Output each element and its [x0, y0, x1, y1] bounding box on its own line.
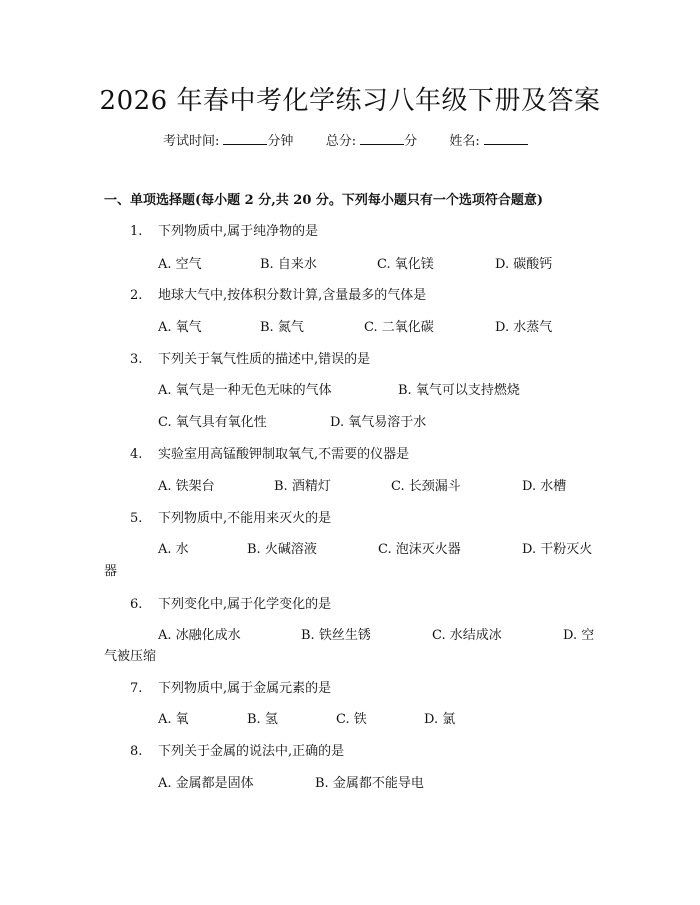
question-number: 4. — [130, 447, 143, 462]
time-blank[interactable] — [223, 131, 267, 145]
score-unit: 分 — [404, 134, 418, 149]
section-heading: 一、单项选择题(每小题 2 分,共 20 分。下列每小题只有一个选项符合题意) — [104, 193, 544, 208]
question-3 — [130, 351, 370, 369]
option-b: B. 氮气 — [260, 320, 304, 335]
option-b: B. 自来水 — [260, 257, 317, 272]
option-a: A. 氧气是一种无色无味的气体 — [158, 383, 332, 398]
question-number: 1. — [130, 224, 143, 239]
option-c: C. 泡沫灭火器 — [378, 542, 461, 557]
option-d: D. 水槽 — [522, 479, 567, 494]
score-blank[interactable] — [360, 131, 404, 145]
option-a: A. 冰融化成水 — [158, 628, 241, 643]
question-8 — [130, 743, 344, 761]
option-d: D. 氯 — [424, 712, 456, 727]
time-unit: 分钟 — [267, 134, 294, 149]
question-number: 3. — [130, 352, 143, 367]
question-5 — [130, 510, 331, 528]
question-number: 7. — [130, 681, 143, 696]
question-7 — [130, 680, 331, 698]
question-number: 2. — [130, 288, 143, 303]
option-a: A. 金属都是固体 — [158, 776, 254, 791]
question-text: 下列关于氧气性质的描述中,错误的是 — [158, 352, 371, 367]
option-b: B. 氧气可以支持燃烧 — [398, 383, 520, 398]
name-blank[interactable] — [484, 131, 528, 145]
option-b: B. 氢 — [247, 712, 278, 727]
question-number: 6. — [130, 597, 143, 612]
option-b: B. 铁丝生锈 — [301, 628, 371, 643]
option-d: D. 碳酸钙 — [495, 257, 553, 272]
option-d: D. 氧气易溶于水 — [330, 415, 427, 430]
name-label: 姓名: — [449, 134, 480, 149]
option-c: C. 二氧化碳 — [364, 320, 434, 335]
option-b: B. 火碱溶液 — [247, 542, 317, 557]
option-a: A. 水 — [158, 542, 189, 557]
question-text: 下列关于金属的说法中,正确的是 — [158, 744, 345, 759]
question-number: 5. — [130, 511, 143, 526]
option-c: C. 氧化镁 — [377, 257, 434, 272]
option-c: C. 水结成冰 — [432, 628, 502, 643]
option-d: D. 水蒸气 — [495, 320, 553, 335]
exam-info-line — [163, 131, 528, 152]
option-a: A. 空气 — [158, 257, 202, 272]
question-text: 下列物质中,不能用来灭火的是 — [158, 511, 332, 526]
time-label: 考试时间: — [163, 134, 220, 149]
page-title: 2026 年春中考化学练习八年级下册及答案 — [99, 86, 601, 116]
question-4 — [130, 446, 409, 464]
question-number: 8. — [130, 744, 143, 759]
question-text: 实验室用高锰酸钾制取氧气,不需要的仪器是 — [158, 447, 410, 462]
option-d: D. 干粉灭火 — [522, 542, 593, 557]
option-a: A. 铁架台 — [158, 479, 215, 494]
question-text: 地球大气中,按体积分数计算,含量最多的气体是 — [158, 288, 427, 303]
option-a: A. 氧 — [158, 712, 189, 727]
option-c: C. 长颈漏斗 — [391, 479, 461, 494]
question-text: 下列物质中,属于纯净物的是 — [158, 224, 319, 239]
option-c: C. 氧气具有氧化性 — [158, 415, 267, 430]
option-d-wrap: 气被压缩 — [104, 649, 157, 664]
option-b: B. 酒精灯 — [274, 479, 331, 494]
question-1 — [130, 223, 318, 241]
score-label: 总分: — [325, 134, 357, 149]
option-d: D. 空 — [563, 628, 595, 643]
question-2 — [130, 287, 426, 305]
question-text: 下列物质中,属于金属元素的是 — [158, 681, 332, 696]
option-b: B. 金属都不能导电 — [315, 776, 424, 791]
question-text: 下列变化中,属于化学变化的是 — [158, 597, 332, 612]
option-d-wrap: 器 — [104, 564, 118, 579]
option-a: A. 氧气 — [158, 320, 202, 335]
question-6 — [130, 596, 331, 614]
option-c: C. 铁 — [336, 712, 367, 727]
